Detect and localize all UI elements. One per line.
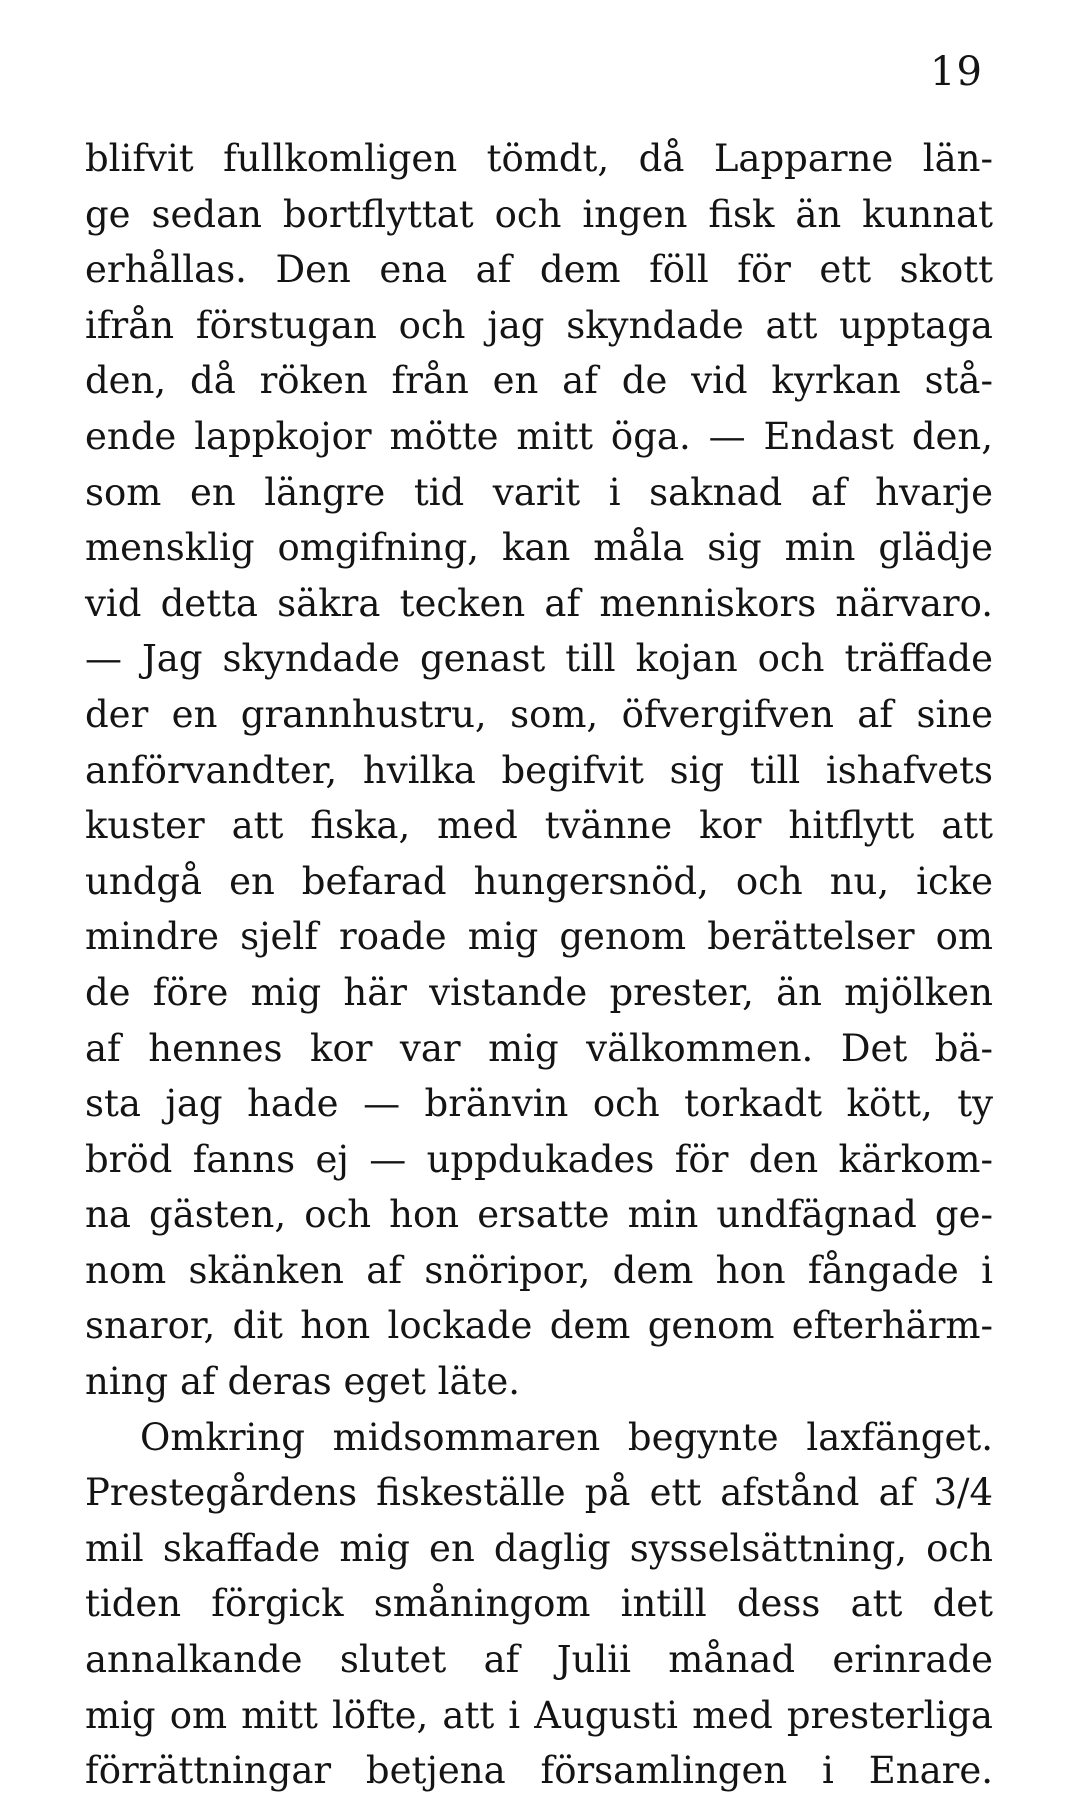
text-line: der en grannhustru, som, öfvergifven af sine: [85, 692, 993, 736]
text-line: mensklig omgifning, kan måla sig min glädje: [85, 526, 993, 570]
text-line: förrättningar betjena församlingen i Enare.: [85, 1749, 993, 1793]
paragraph-start-line: Omkring midsommaren begynte laxfänget.: [140, 1415, 993, 1459]
text-line: mindre sjelf roade mig genom berättelser om: [85, 915, 993, 959]
text-line: mig om mitt löfte, att i Augusti med presterliga: [85, 1693, 993, 1737]
text-line: na gästen, och hon ersatte min undfägnad ge-: [85, 1193, 993, 1237]
paragraph-end-line: ning af deras eget läte.: [85, 1360, 521, 1404]
text-line: ge sedan bortflyttat och ingen fisk än kunnat: [85, 192, 993, 236]
body-text: [85, 131, 993, 1799]
text-line: de före mig här vistande prester, än mjölken: [85, 970, 993, 1014]
text-line: undgå en befarad hungersnöd, och nu, icke: [85, 859, 993, 903]
text-line: Prestegårdens fiskeställe på ett afstånd af 3/4: [85, 1471, 993, 1515]
text-line: vid detta säkra tecken af menniskors närvaro.: [85, 581, 993, 625]
text-line: som en längre tid varit i saknad af hvarje: [85, 470, 993, 514]
text-line: erhållas. Den ena af dem föll för ett skott: [85, 248, 993, 292]
text-line: anförvandter, hvilka begifvit sig till ishafvets: [85, 748, 993, 792]
text-line: blifvit fullkomligen tömdt, då Lapparne län-: [85, 137, 993, 180]
text-line: — Jag skyndade genast till kojan och träffade: [85, 637, 993, 681]
text-line: mil skaffade mig en daglig sysselsättning, och: [85, 1526, 993, 1570]
text-line: snaror, dit hon lockade dem genom efterhärm-: [85, 1304, 993, 1348]
text-line: ifrån förstugan och jag skyndade att upptaga: [85, 303, 993, 347]
text-line: den, då röken från en af de vid kyrkan stå-: [85, 359, 993, 403]
text-line: sta jag hade — bränvin och torkadt kött, ty: [85, 1082, 993, 1126]
text-line: tiden förgick småningom intill dess att det: [85, 1582, 993, 1626]
text-line: af hennes kor var mig välkommen. Det bä-: [85, 1026, 993, 1070]
text-line: bröd fanns ej — uppdukades för den kärkom-: [85, 1137, 993, 1181]
text-line: annalkande slutet af Julii månad erinrade: [85, 1638, 993, 1682]
text-line: ende lappkojor mötte mitt öga. — Endast den,: [85, 414, 993, 458]
text-line: nom skänken af snöripor, dem hon fångade i: [85, 1248, 993, 1292]
page-number: 19: [930, 49, 983, 95]
text-line: kuster att fiska, med tvänne kor hitflytt att: [85, 804, 993, 848]
